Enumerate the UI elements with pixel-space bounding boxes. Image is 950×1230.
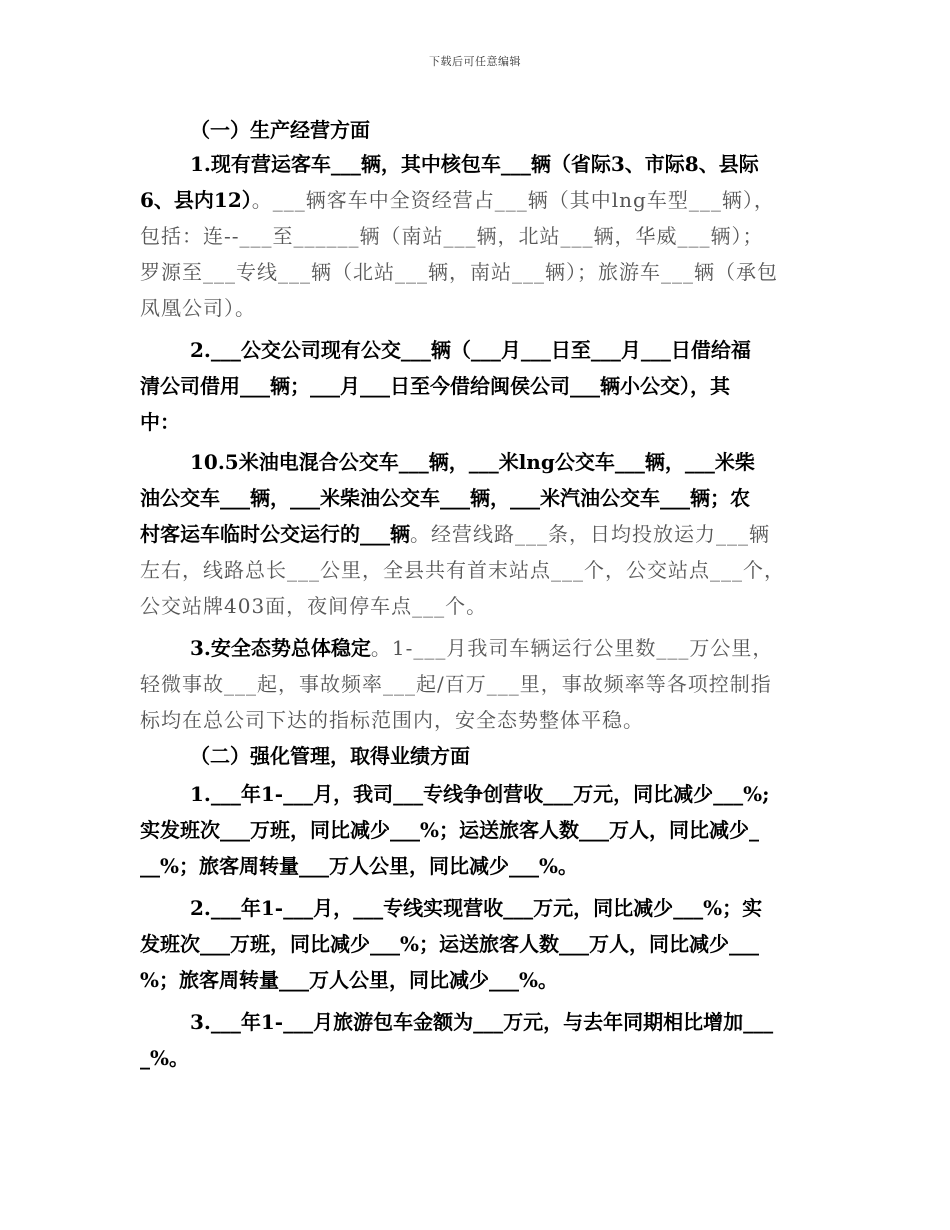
bold-text: 发班次___万班，同比减少___%；运送旅客人数___万人，同比减少___ [140,932,760,956]
text-line [140,930,759,958]
bold-text: 1.___年1-___月，我司___专线争创营收___万元，同比减少___%; [190,782,770,806]
text-line [140,372,730,400]
text-line [140,408,180,436]
text-line [140,484,750,512]
regular-text: 罗源至___专线___辆（北站___辆，南站___辆）；旅游车___辆（承包 [140,260,778,284]
bold-text: （一）生产经营方面 [190,118,370,142]
regular-text: 标均在总公司下达的指标范围内，安全态势整体平稳。 [140,708,644,732]
text-line [140,966,558,994]
text-line [140,1044,189,1072]
text-line [140,186,775,214]
regular-text: 左右，线路总长___公里，全县共有首末站点___个，公交站点___个， [140,558,785,582]
text-line [190,780,769,808]
regular-text: 凤凰公司）。 [140,296,256,320]
bold-text: 6、县内12） [140,188,252,212]
text-line [190,742,470,770]
text-line [190,1008,773,1036]
text-line [140,816,759,844]
bold-text: 2.___公交公司现有公交___辆（___月___日至___月___日借给福 [190,338,751,362]
bold-text: __%；旅客周转量___万人公里，同比减少___%。 [140,854,579,878]
bold-text: 3.___年1-___月旅游包车金额为___万元，与去年同期相比增加___ [190,1010,774,1034]
bold-text: 3.安全态势总体稳定 [190,636,371,660]
bold-text: 中： [140,410,180,434]
text-line [190,116,370,144]
text-line [140,556,785,584]
regular-text: 公交站牌403面，夜间停车点___个。 [140,594,488,618]
bold-text: 清公司借用___辆；___月___日至今借给闽侯公司___辆小公交），其 [140,374,730,398]
text-line [140,294,256,322]
bold-text: 实发班次___万班，同比减少___%；运送旅客人数___万人，同比减少_ [140,818,760,842]
text-line [190,894,762,922]
bold-text: 1.现有营运客车___辆，其中核包车___辆（省际3、市际8、县际 [190,152,759,176]
bold-text: （二）强化管理，取得业绩方面 [190,744,470,768]
regular-text: 。1-___月我司车辆运行公里数___万公里， [370,636,774,660]
regular-text: 。___辆客车中全资经营占___辆（其中lng车型___辆）， [251,188,775,212]
bold-text: 村客运车临时公交运行的___辆 [140,522,410,546]
page-header-note: 下载后可任意编辑 [429,55,521,68]
text-line [190,336,751,364]
bold-text: %；旅客周转量___万人公里，同比减少___%。 [140,968,559,992]
text-line [140,258,778,286]
bold-text: 10.5米油电混合公交车___辆，___米lng公交车___辆，___米柴 [190,450,755,474]
regular-text: 轻微事故___起，事故频率___起/百万___里，事故频率等各项控制指 [140,672,772,696]
text-line [140,592,487,620]
regular-text: 包括：连--___至______辆（南站___辆，北站___辆，华威___辆）； [140,224,764,248]
text-line [140,520,770,548]
text-line [190,150,759,178]
text-line [190,448,755,476]
regular-text: 。经营线路___条，日均投放运力___辆 [410,522,770,546]
bold-text: 2.___年1-___月，___专线实现营收___万元，同比减少___%；实 [190,896,763,920]
text-line [140,852,578,880]
text-line [190,634,773,662]
bold-text: _%。 [140,1046,190,1070]
text-line [140,670,772,698]
bold-text: 油公交车___辆，___米柴油公交车___辆，___米汽油公交车___辆；农 [140,486,750,510]
text-line [140,706,644,734]
text-line [140,222,764,250]
